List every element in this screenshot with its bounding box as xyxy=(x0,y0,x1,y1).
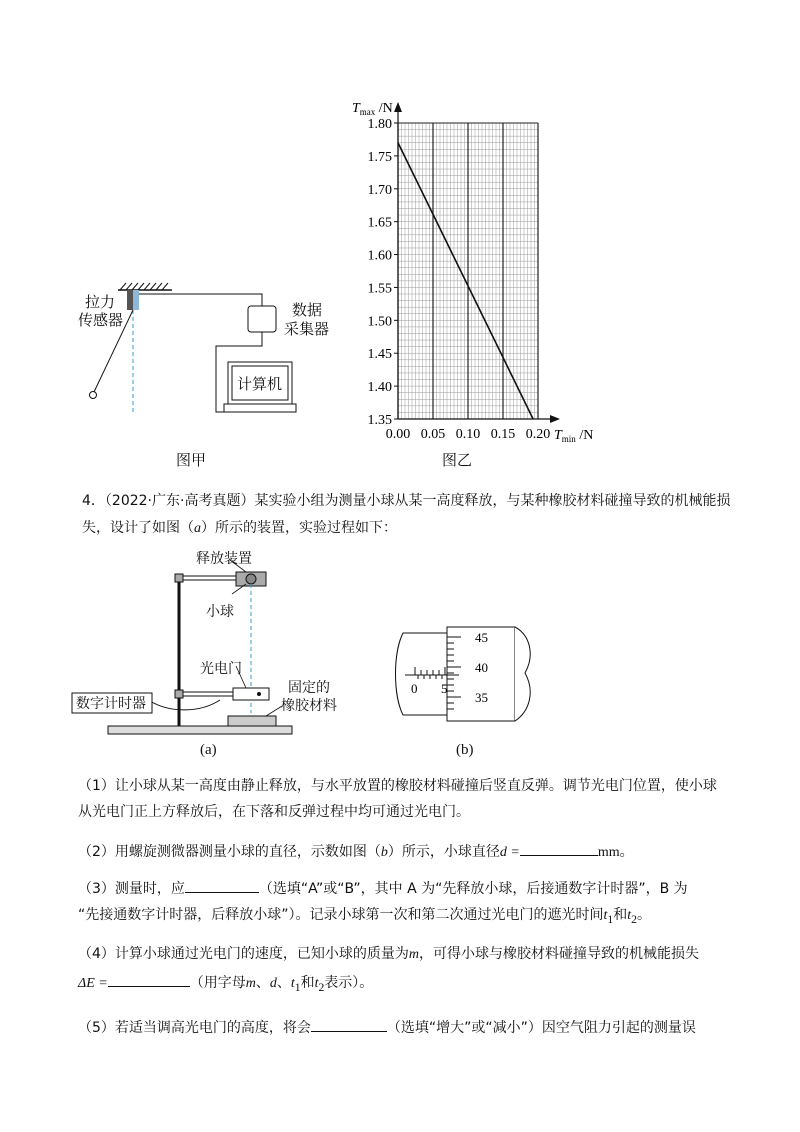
q4-stem-1: 某实验小组为测量小球从某一高度释放，与某种橡胶材料碰撞导致的机械能损 xyxy=(254,493,731,509)
q4s-text-b: ，可得小球与橡胶材料碰撞导致的机械能损失 xyxy=(419,946,700,962)
q4-number: 4． xyxy=(82,493,105,509)
q4s-var-d: d xyxy=(269,976,277,991)
ball-label: 小球 xyxy=(206,604,234,620)
figure-b-micrometer xyxy=(395,615,545,727)
rubber-label-1: 固定的 xyxy=(288,680,330,696)
thimble-tick-45: 45 xyxy=(475,630,488,645)
q4-line1 xyxy=(82,491,730,511)
q2-text-b: b xyxy=(380,845,388,860)
y-tick-label: 1.65 xyxy=(367,215,392,231)
q3-end: 。 xyxy=(636,907,651,923)
q2-line xyxy=(78,841,634,863)
main-scale-5: 5 xyxy=(441,681,448,696)
q3-text-line2: “先接通数字计时器，后释放小球”）。记录小球第一次和第二次通过光电门的遮光时间 xyxy=(78,907,604,923)
computer-label: 计算机 xyxy=(237,375,283,393)
x-tick-label: 0.00 xyxy=(385,427,411,442)
release-device-label: 释放装置 xyxy=(196,551,252,567)
q4s-t1-sub: 1 xyxy=(294,980,301,994)
q4s-text-a: （4）计算小球通过光电门的速度，已知小球的质量为 xyxy=(78,946,409,962)
q4-sub-line2 xyxy=(78,972,373,998)
q4s-delta-e: ΔE = xyxy=(78,976,108,991)
ball xyxy=(246,574,256,584)
y-tick-label: 1.35 xyxy=(367,413,392,428)
q4s-and: 和 xyxy=(300,975,315,991)
q4s-sep2: 、 xyxy=(276,975,291,991)
x-axis-label: $T_{min}$ /N xyxy=(554,428,594,444)
x-tick-label: 0.05 xyxy=(420,427,446,442)
thimble-tick-40: 40 xyxy=(475,660,488,675)
q4-stem-2c: ）所示的装置，实验过程如下： xyxy=(201,520,397,536)
q3-answer-blank[interactable] xyxy=(185,878,259,893)
q4-sub-line1 xyxy=(78,944,699,965)
q3-line2 xyxy=(78,905,651,930)
y-tick-label: 1.55 xyxy=(367,281,392,297)
pendulum-bob xyxy=(90,392,97,399)
q3-and: 和 xyxy=(613,907,628,923)
q4s-text-d: 表示）。 xyxy=(324,975,374,991)
q2-end: 。 xyxy=(619,844,634,860)
collector-label-2: 采集器 xyxy=(284,320,330,338)
q2-answer-blank[interactable] xyxy=(520,841,598,856)
q3-line1 xyxy=(78,878,688,899)
q5-line1 xyxy=(78,1017,696,1038)
y-tick-label: 1.70 xyxy=(367,182,392,198)
x-tick-label: 0.10 xyxy=(455,427,481,442)
q4s-m: m xyxy=(408,947,420,962)
q3-t2-sub: 2 xyxy=(631,912,637,926)
q4s-t2-sub: 2 xyxy=(318,980,325,994)
q3-t1-sub: 1 xyxy=(607,912,614,926)
photogate xyxy=(233,688,269,700)
q3-text-a: （3）测量时，应 xyxy=(78,881,185,897)
q1-line1: （1）让小球从某一高度由静止释放，与水平放置的橡胶材料碰撞后竖直反弹。调节光电门位置，使小球 xyxy=(78,778,717,794)
caption-a: (a) xyxy=(200,742,217,758)
q4-source: （2022·广东·高考真题） xyxy=(104,493,255,509)
x-tick-label: 0.15 xyxy=(490,427,516,442)
chart-tmax-tmin xyxy=(340,98,610,450)
q4s-sep1: 、 xyxy=(255,975,270,991)
q4-stem-2b: a xyxy=(194,521,201,536)
q4-stem-2a: 失，设计了如图（ xyxy=(82,520,194,536)
q4-answer-blank[interactable] xyxy=(108,972,190,987)
y-tick-label: 1.50 xyxy=(367,314,392,330)
x-tick-label: 0.20 xyxy=(525,427,551,442)
data-collector xyxy=(248,306,276,332)
q4-line2 xyxy=(82,518,397,539)
q4s-var-m: m xyxy=(245,976,256,991)
rubber-label-2: 橡胶材料 xyxy=(281,698,337,714)
q2-text-c: ）所示，小球直径 xyxy=(387,844,500,860)
q1-line2: 从光电门正上方释放后，在下落和反弹过程中均可通过光电门。 xyxy=(78,804,470,820)
y-tick-label: 1.40 xyxy=(367,380,392,396)
q2-unit: mm xyxy=(597,845,620,860)
timer-label: 数字计时器 xyxy=(76,696,146,712)
y-tick-label: 1.45 xyxy=(367,347,392,363)
q5-text-b: （选填“增大”或“减小”）因空气阻力引起的测量误 xyxy=(386,1020,696,1036)
y-tick-label: 1.60 xyxy=(367,248,392,264)
q3-t2: t xyxy=(627,908,632,923)
sensor-label-1: 拉力 xyxy=(85,293,116,311)
q5-text-a: （5）若适当调高光电门的高度，将会 xyxy=(78,1020,311,1036)
caption-yi: 图乙 xyxy=(442,451,473,469)
caption-jia: 图甲 xyxy=(176,451,207,469)
caption-b: (b) xyxy=(456,742,474,758)
q5-answer-blank[interactable] xyxy=(311,1017,387,1032)
q4s-t1: t xyxy=(290,976,295,991)
q3-text-b: （选填“A”或“B”，其中 A 为“先释放小球，后接通数字计时器”，B 为 xyxy=(258,881,688,897)
sensor-label-2: 传感器 xyxy=(78,311,124,329)
q2-text-a: （2）用螺旋测微器测量小球的直径，示数如图（ xyxy=(78,844,381,860)
y-tick-label: 1.80 xyxy=(367,117,392,132)
thimble-tick-35: 35 xyxy=(475,690,488,705)
rubber-material xyxy=(228,716,276,726)
photogate-label: 光电门 xyxy=(200,661,242,677)
q4s-t2: t xyxy=(314,976,319,991)
y-axis-label: $T_{max}$ /N xyxy=(352,101,393,117)
q4s-text-c: （用字母 xyxy=(189,975,246,991)
main-scale-0: 0 xyxy=(411,681,418,696)
q2-var-d: d = xyxy=(499,845,520,860)
q3-t1: t xyxy=(603,908,608,923)
collector-label-1: 数据 xyxy=(292,301,323,319)
y-tick-label: 1.75 xyxy=(367,149,392,165)
